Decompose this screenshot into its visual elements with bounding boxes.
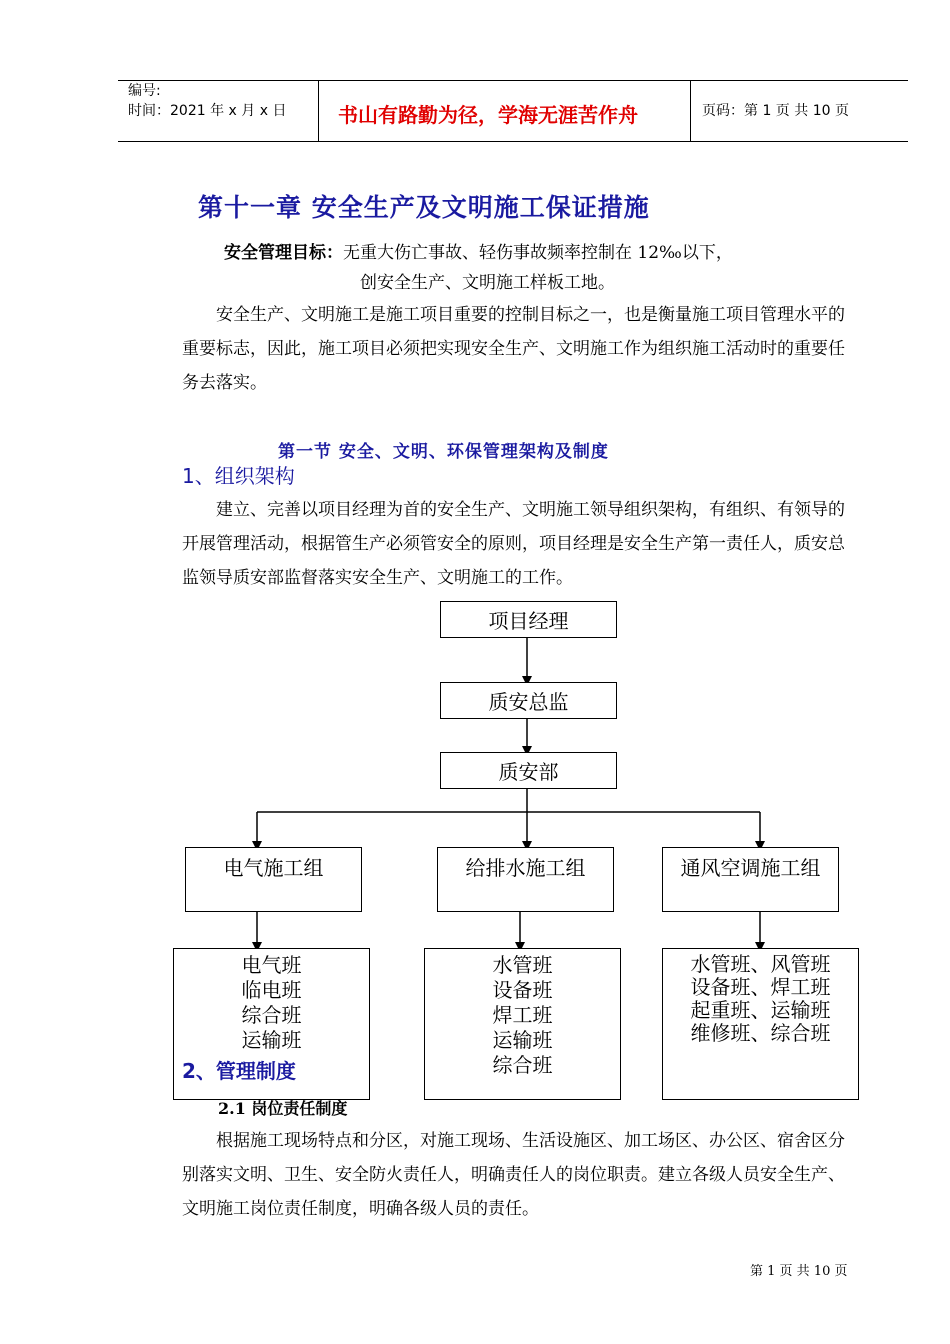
heading-org-structure: 1、组织架构 <box>182 464 295 488</box>
safety-goal-label: 安全管理目标： <box>224 243 343 263</box>
team-item: 综合班 <box>241 1003 302 1027</box>
intro-text: 安全生产、文明施工是施工项目重要的控制目标之一，也是衡量施工项目管理水平的重要标志，因此，施工项目必须把实现安全生产、文明施工作为组织施工活动时的重要任务去落实。 <box>182 305 845 393</box>
team-item: 设备班 <box>492 978 553 1002</box>
org-text: 建立、完善以项目经理为首的安全生产、文明施工领导组织架构，有组织、有领导的开展管理活动，根据管生产必须管安全的原则，项目经理是安全生产第一责任人，质安总监领导质安部监督落实安全生产、文明施工的工作。 <box>182 500 845 588</box>
serial-label: 编号: <box>128 83 161 99</box>
team-item: 水管班 <box>492 953 553 977</box>
box-project-manager: 项目经理 <box>440 601 617 638</box>
subheading-post-responsibility: 2.1 岗位责任制度 <box>218 1099 348 1118</box>
header-page-info: 页码：第 1 页 共 10 页 <box>702 103 849 119</box>
page-footer: 第 1 页 共 10 页 <box>750 1264 848 1279</box>
team-item: 水管班、风管班 <box>690 952 831 976</box>
team-item: 起重班、运输班 <box>690 998 831 1022</box>
post-responsibility-paragraph <box>182 1124 854 1226</box>
team-item: 设备班、焊工班 <box>690 975 831 999</box>
team-item: 维修班、综合班 <box>690 1021 831 1045</box>
time-label: 时间：2021 年 x 月 x 日 <box>128 103 287 119</box>
box-water-teams <box>424 948 621 1100</box>
team-item: 临电班 <box>241 978 302 1002</box>
header-motto: 书山有路勤为径，学海无涯苦作舟 <box>338 103 638 127</box>
box-hvac-teams <box>662 948 859 1100</box>
team-item: 电气班 <box>241 953 302 977</box>
team-item: 运输班 <box>241 1028 302 1052</box>
team-item: 运输班 <box>492 1028 553 1052</box>
section1-title: 第一节 安全、文明、环保管理架构及制度 <box>278 442 609 462</box>
box-water-group: 给排水施工组 <box>437 847 614 912</box>
chapter-title: 第十一章 安全生产及文明施工保证措施 <box>198 193 650 222</box>
heading-management-system: 2、管理制度 <box>182 1059 296 1083</box>
team-item: 综合班 <box>492 1053 553 1077</box>
team-item: 焊工班 <box>492 1003 553 1027</box>
safety-goal-text2: 创安全生产、文明施工样板工地。 <box>360 273 615 293</box>
box-qs-director: 质安总监 <box>440 682 617 719</box>
box-hvac-group: 通风空调施工组 <box>662 847 839 912</box>
box-qs-dept: 质安部 <box>440 752 617 789</box>
safety-goal-text1: 无重大伤亡事故、轻伤事故频率控制在 12‰以下， <box>343 243 733 263</box>
box-elec-group: 电气施工组 <box>185 847 362 912</box>
post-responsibility-text: 根据施工现场特点和分区，对施工现场、生活设施区、加工场区、办公区、宿舍区分别落实文明、卫生、安全防火责任人，明确责任人的岗位职责。建立各级人员安全生产、文明施工岗位责任制度，明确各级人员的责任。 <box>182 1131 845 1219</box>
